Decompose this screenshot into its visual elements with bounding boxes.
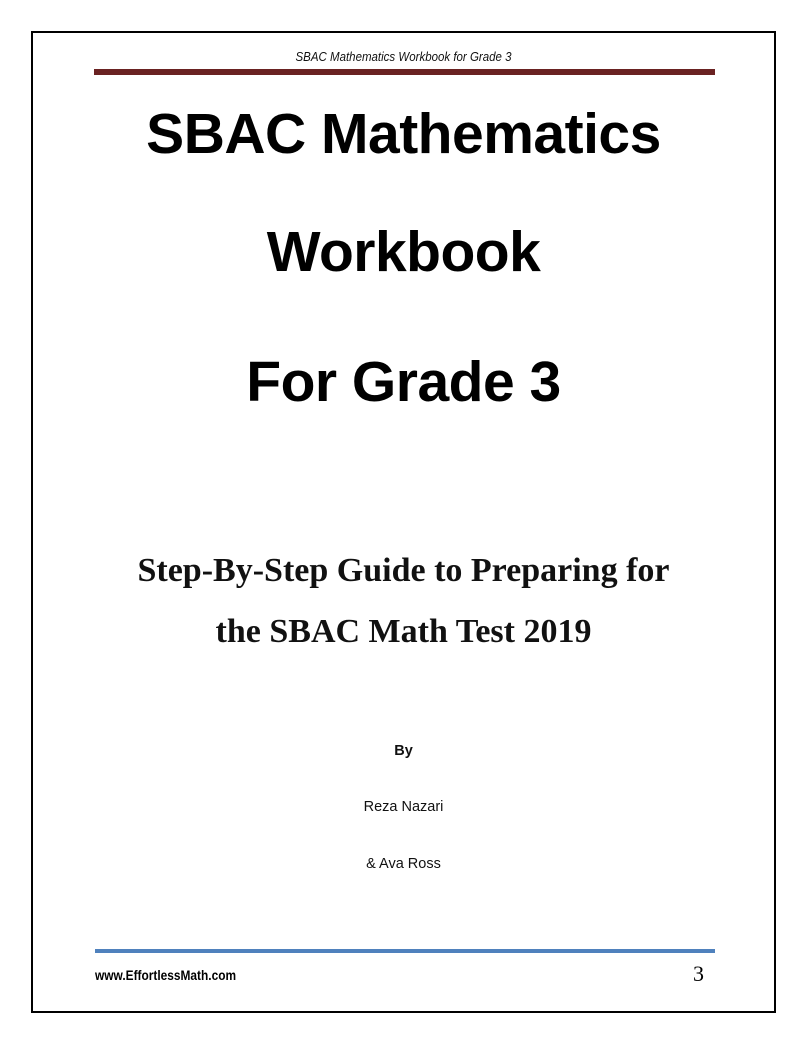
title-line-1: SBAC Mathematics xyxy=(146,102,661,166)
running-header: SBAC Mathematics Workbook for Grade 3 xyxy=(295,50,512,64)
footer-website: www.EffortlessMath.com xyxy=(95,967,237,983)
subtitle-line-1: Step-By-Step Guide to Preparing for xyxy=(137,552,670,589)
page xyxy=(31,31,776,1013)
by-label: By xyxy=(394,743,413,759)
author-1: Reza Nazari xyxy=(363,799,444,815)
title-line-3: For Grade 3 xyxy=(246,350,561,414)
title-line-2: Workbook xyxy=(266,220,541,284)
header-rule xyxy=(94,69,715,75)
page-number: 3 xyxy=(693,961,704,986)
subtitle-line-2: the SBAC Math Test 2019 xyxy=(215,613,592,650)
footer-rule xyxy=(95,949,715,953)
author-2: & Ava Ross xyxy=(366,856,441,872)
